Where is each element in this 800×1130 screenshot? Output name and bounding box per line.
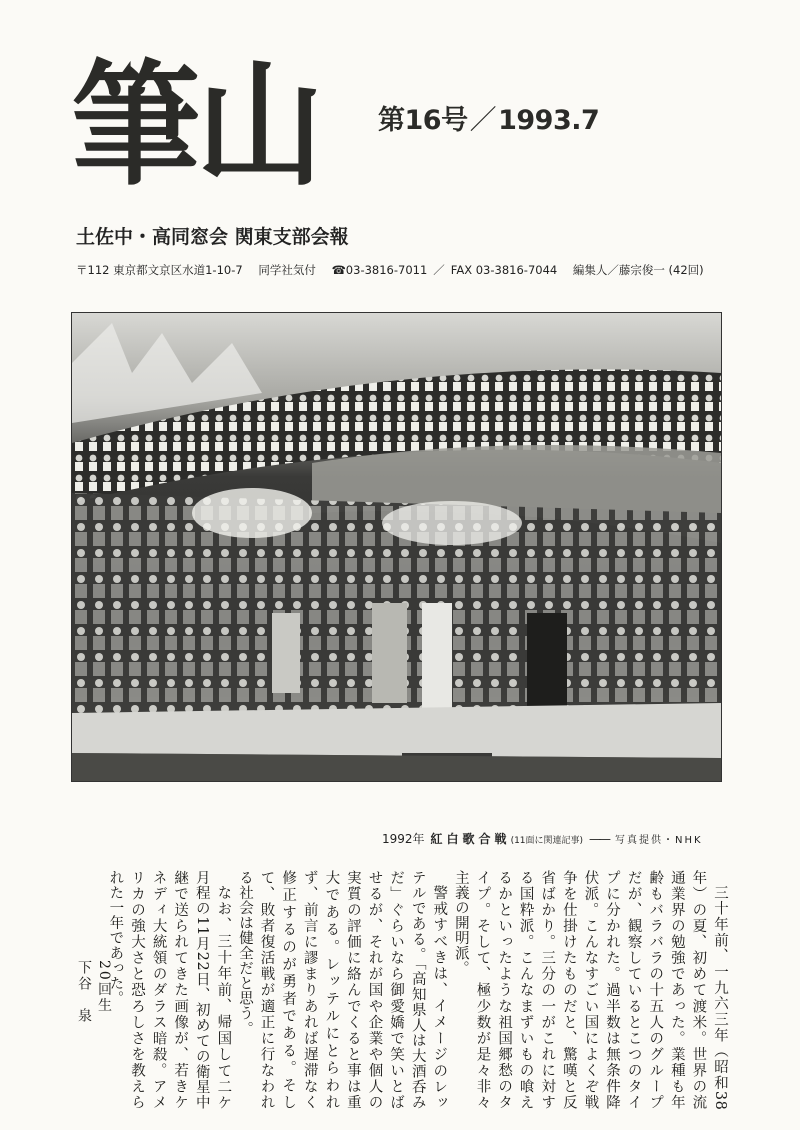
masthead-title: 筆山 [72, 48, 321, 205]
caption-dash: —— [589, 832, 610, 846]
address-line [76, 262, 760, 278]
author-name: 下谷 泉 [76, 960, 92, 1024]
kohaku-stage-photo [71, 312, 722, 782]
organization-name: 土佐中・高同窓会 関東支部会報 [76, 226, 349, 248]
editor-info: 編集人／藤宗俊一 (42回) [572, 263, 704, 277]
article-paragraph: 三十年前、一九六三年（昭和38年）の夏、初めて渡米。世界の流通業界の勉強であった。業種も年齢もバラバラの十五人のグループだが、観察しているとこつのタイプに分かれた。過半数は無条件降伏派。こんなすごい国によくぞ戦争を仕掛けたものだと、驚嘆と反省ばかり。三分の一がこれに対する国粋派。こんなまずいもの喰えるかといったような祖国郷愁のタイプ。そして、極少数が是々非々主義の開明派。 [452, 870, 728, 1110]
caption-event: 紅白歌合戦 [430, 832, 511, 846]
issue-number: 第16号 [378, 105, 468, 136]
article-paragraph: 警戒すべきは、イメージのレッテルである。「高知県人は大酒呑みだ」ぐらいなら御愛嬌で笑いとばせるが、それが国や企業や個人の実質の評価に絡んでくると事は重大である。レッテルにとらわれず、前言に謬まりあれば遅滞なく修正するのが勇者である。そして、敗者復活戦が適正に行なわれる社会は健全だと思う。 [236, 870, 448, 1110]
caption-year: 1992年 [382, 832, 425, 846]
article-paragraph: なお、三十年前、帰国して二ケ月程の11月22日、初めての衛星中継で送られてきた画像が、若きケネディ大統領のダラス暗殺。アメリカの強大さと恐ろしさを教えられた一年であった。 [107, 870, 232, 1110]
article-body [80, 870, 730, 1110]
article-signature [74, 960, 114, 1100]
issue-separator: ／ [469, 105, 497, 136]
photo-illustration [72, 313, 721, 781]
issue-date: 1993.7 [498, 105, 600, 136]
phone-number: ☎03-3816-7011 [331, 263, 428, 277]
address-separator: ／ [433, 263, 445, 277]
postal-address: 〒112 東京都文京区水道1-10-7 [76, 263, 243, 277]
photo-caption [382, 830, 703, 847]
fax-number: FAX 03-3816-7044 [450, 263, 558, 277]
author-class: 20回生 [96, 960, 112, 1014]
care-of: 同学社気付 [258, 263, 316, 277]
caption-credit: 写真提供・NHK [615, 835, 703, 846]
issue-info [378, 98, 599, 137]
caption-note: (11面に関連記事) [510, 836, 584, 846]
